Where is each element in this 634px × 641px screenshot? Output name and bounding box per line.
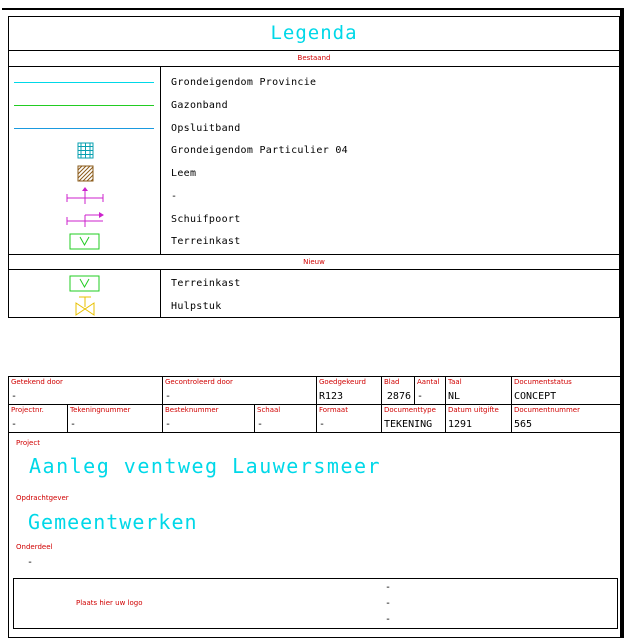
logo-placeholder: Plaats hier uw logo xyxy=(76,599,143,607)
legend-row xyxy=(9,71,619,94)
client-label: Opdrachtgever xyxy=(16,494,69,502)
client-name: Gemeentwerken xyxy=(28,510,198,534)
legend-title: Legenda xyxy=(9,17,619,51)
part-value: - xyxy=(27,557,34,568)
slide-gate-icon xyxy=(9,208,160,231)
section-existing-header: Bestaand xyxy=(9,51,619,67)
legend-row xyxy=(9,272,619,295)
legend-label: Schuifpoort xyxy=(171,214,241,225)
project-name: Aanleg ventweg Lauwersmeer xyxy=(29,454,382,478)
field-language: Taal NL xyxy=(446,377,512,405)
legend-label: Gazonband xyxy=(171,100,228,111)
legend-label: Terreinkast xyxy=(171,236,241,247)
logo-line: - xyxy=(385,582,392,593)
field-approved: Goedgekeurd R123 xyxy=(317,377,382,405)
field-sheet: Blad 2876 xyxy=(382,377,415,405)
field-project-number: Projectnr. - xyxy=(9,405,68,433)
logo-area xyxy=(13,578,618,629)
field-drawing-number: Tekeningnummer - xyxy=(68,405,163,433)
legend-row xyxy=(9,295,619,318)
legend-label: - xyxy=(171,191,178,202)
legend-panel xyxy=(8,16,620,318)
title-block xyxy=(8,376,622,638)
legend-row xyxy=(9,94,619,117)
field-count: Aantal - xyxy=(415,377,446,405)
legend-row xyxy=(9,162,619,185)
field-document-type: Documenttype TEKENING xyxy=(382,405,446,433)
fitting-icon xyxy=(9,295,160,318)
logo-line: - xyxy=(385,598,392,609)
legend-row xyxy=(9,139,619,162)
project-label: Project xyxy=(16,439,40,447)
legend-row xyxy=(9,208,619,231)
legend-label: Grondeigendom Provincie xyxy=(171,77,317,88)
green-line-icon xyxy=(9,94,160,117)
part-label: Onderdeel xyxy=(16,543,53,551)
cyan-line-icon xyxy=(9,71,160,94)
legend-label: Grondeigendom Particulier 04 xyxy=(171,145,348,156)
field-specification-number: Besteknummer - xyxy=(163,405,255,433)
legend-row xyxy=(9,117,619,140)
field-document-status: Documentstatus CONCEPT xyxy=(512,377,621,405)
legend-row xyxy=(9,185,619,208)
section-new-header: Nieuw xyxy=(9,254,619,270)
terrain-box-icon xyxy=(9,230,160,253)
field-checked-by: Gecontroleerd door - xyxy=(163,377,317,405)
blue-line-icon xyxy=(9,117,160,140)
field-format: Formaat - xyxy=(317,405,382,433)
field-issue-date: Datum uitgifte 1291 xyxy=(446,405,512,433)
legend-label: Leem xyxy=(171,168,197,179)
grid-hatch-icon xyxy=(9,139,160,162)
legend-label: Hulpstuk xyxy=(171,301,222,312)
diagonal-hatch-icon xyxy=(9,162,160,185)
legend-label: Opsluitband xyxy=(171,123,241,134)
field-drawn-by: Getekend door - xyxy=(9,377,163,405)
field-scale: Schaal - xyxy=(255,405,317,433)
legend-row xyxy=(9,230,619,253)
field-document-number: Documentnummer 565 xyxy=(512,405,621,433)
legend-label: Terreinkast xyxy=(171,278,241,289)
terrain-box-icon xyxy=(9,272,160,295)
valve-arrow-up-icon xyxy=(9,185,160,208)
logo-line: - xyxy=(385,614,392,625)
